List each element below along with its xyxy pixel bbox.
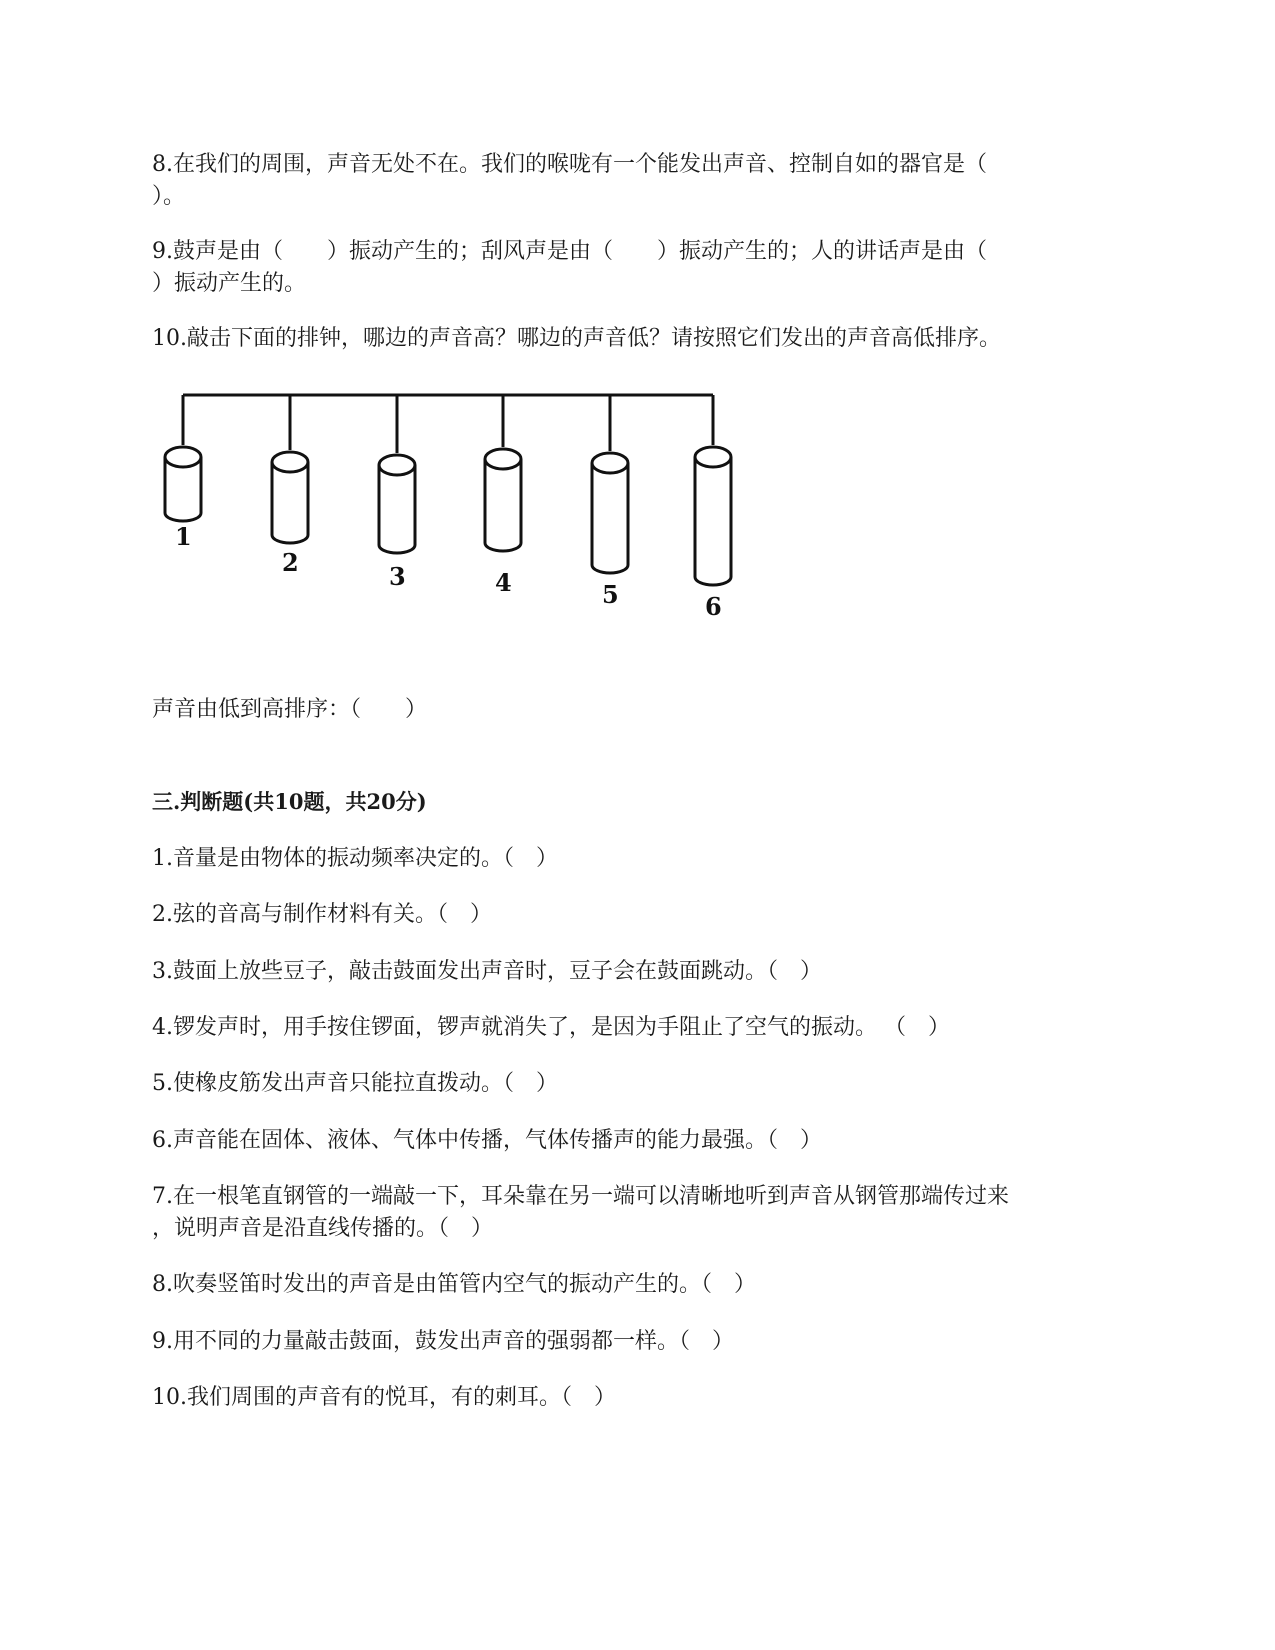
bell-label-2: 2 bbox=[282, 548, 299, 577]
bell-4 bbox=[485, 449, 521, 551]
judge-item-4: 4.锣发声时，用手按住锣面，锣声就消失了，是因为手阻止了空气的振动。 （ ） bbox=[152, 1015, 950, 1040]
bell-3 bbox=[379, 455, 415, 553]
judge-item-3: 3.鼓面上放些豆子，敲击鼓面发出声音时，豆子会在鼓面跳动。（ ） bbox=[152, 959, 822, 984]
question-8-line-1: 8.在我们的周围，声音无处不在。我们的喉咙有一个能发出声音、控制自如的器官是（ bbox=[152, 152, 987, 177]
bell-label-5: 5 bbox=[602, 580, 619, 609]
bell-label-4: 4 bbox=[495, 568, 512, 597]
judge-item-2: 2.弦的音高与制作材料有关。（ ） bbox=[152, 902, 492, 927]
judge-item-6: 6.声音能在固体、液体、气体中传播，气体传播声的能力最强。（ ） bbox=[152, 1128, 822, 1153]
question-8-line-2: ）。 bbox=[152, 184, 186, 209]
bell-label-6: 6 bbox=[705, 592, 722, 621]
bell-chimes-figure bbox=[150, 385, 750, 645]
judge-item-9: 9.用不同的力量敲击鼓面，鼓发出声音的强弱都一样。（ ） bbox=[152, 1329, 734, 1354]
bell-label-3: 3 bbox=[389, 562, 406, 591]
judge-item-7-line-1: 7.在一根笔直钢管的一端敲一下，耳朵靠在另一端可以清晰地听到声音从钢管那端传过来 bbox=[152, 1184, 1009, 1209]
section-3-heading: 三.判断题(共10题，共20分) bbox=[152, 789, 427, 814]
judge-item-5: 5.使橡皮筋发出声音只能拉直拨动。（ ） bbox=[152, 1071, 558, 1096]
bell-6 bbox=[695, 447, 731, 585]
bell-label-1: 1 bbox=[175, 522, 192, 551]
judge-item-10: 10.我们周围的声音有的悦耳，有的刺耳。（ ） bbox=[152, 1385, 616, 1410]
answer-line: 声音由低到高排序：（ ） bbox=[152, 697, 428, 722]
question-10-text: 10.敲击下面的排钟，哪边的声音高？哪边的声音低？请按照它们发出的声音高低排序。 bbox=[152, 326, 1001, 351]
judge-item-7-line-2: ，说明声音是沿直线传播的。（ ） bbox=[152, 1216, 494, 1241]
bell-5 bbox=[592, 453, 628, 573]
question-9-line-2: ）振动产生的。 bbox=[152, 271, 307, 296]
bell-2 bbox=[272, 452, 308, 543]
judge-item-8: 8.吹奏竖笛时发出的声音是由笛管内空气的振动产生的。（ ） bbox=[152, 1272, 756, 1297]
question-9-line-1: 9.鼓声是由（ ）振动产生的；刮风声是由（ ）振动产生的；人的讲话声是由（ bbox=[152, 239, 987, 264]
bell-1 bbox=[165, 447, 201, 521]
judge-item-1: 1.音量是由物体的振动频率决定的。（ ） bbox=[152, 846, 558, 871]
